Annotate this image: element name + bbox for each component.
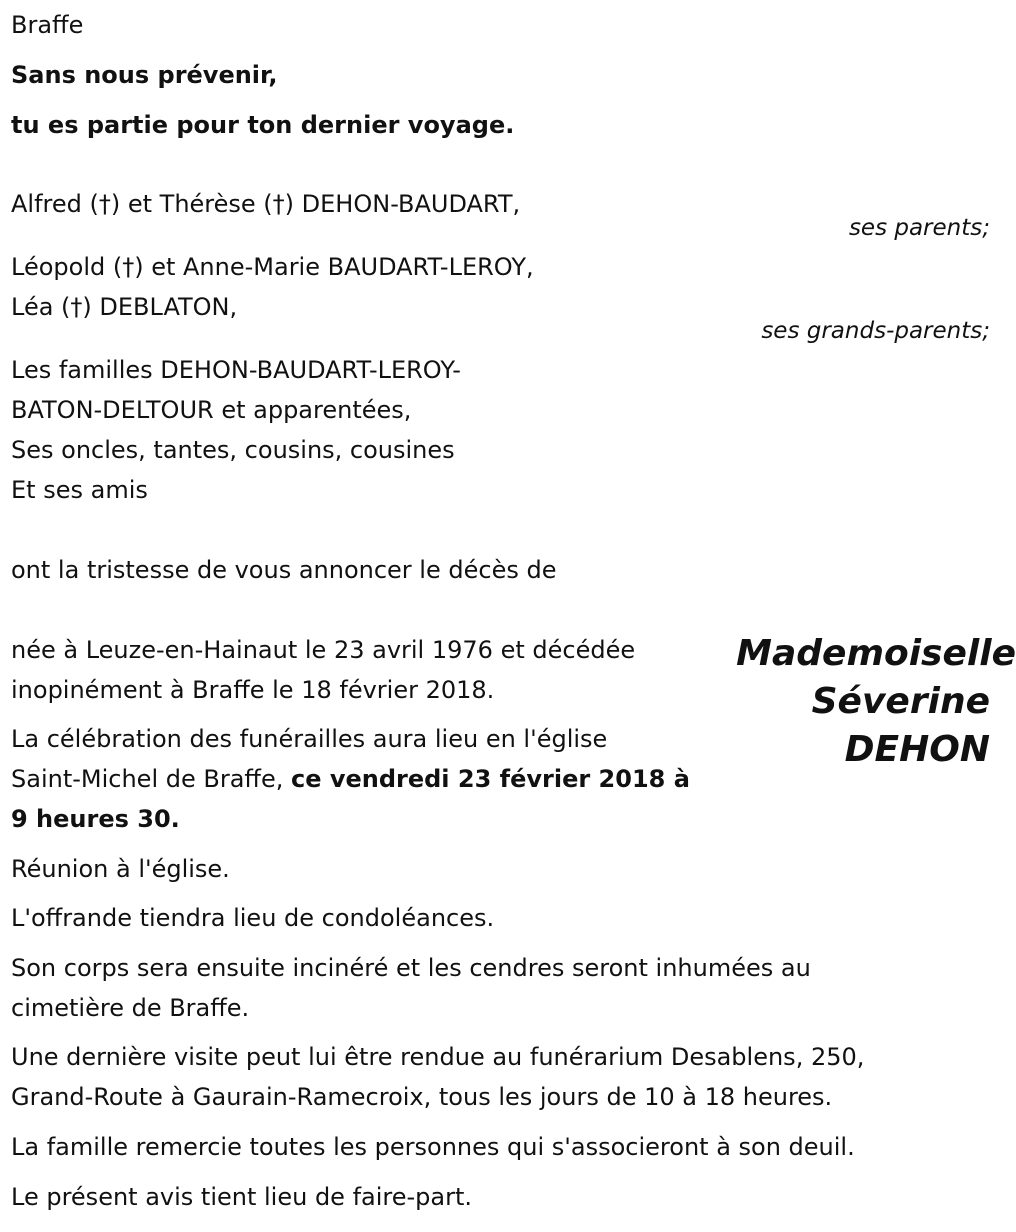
announcement-text: ont la tristesse de vous annoncer le décès de — [11, 556, 557, 584]
verse-line-1: Sans nous prévenir, — [11, 61, 278, 89]
parents-role: ses parents; — [848, 215, 990, 241]
birth-line-1: née à Leuze-en-Hainaut le 23 avril 1976 et décédée — [11, 636, 636, 664]
location-text: Braffe — [11, 11, 84, 39]
parents-line: Alfred (†) et Thérèse (†) DEHON-BAUDART, — [11, 190, 521, 218]
grandparents-line-2: Léa (†) DEBLATON, — [11, 293, 238, 321]
grandparents-role: ses grands-parents; — [761, 318, 990, 344]
family-line: Et ses amis — [11, 476, 148, 504]
funeral-line-2 — [11, 764, 690, 794]
offering-text: L'offrande tiendra lieu de condoléances. — [11, 904, 495, 932]
family-line: BATON-DELTOUR et apparentées, — [11, 396, 412, 424]
notice-text: Le présent avis tient lieu de faire-part. — [11, 1183, 473, 1211]
thanks-text: La famille remercie toutes les personnes qui s'associeront à son deuil. — [11, 1133, 855, 1161]
deceased-name — [736, 630, 1016, 774]
verse-line-2: tu es partie pour ton dernier voyage. — [11, 111, 515, 139]
birth-line-2: inopinément à Braffe le 18 février 2018. — [11, 676, 495, 704]
cremation-line-2: cimetière de Braffe. — [11, 994, 250, 1022]
funeral-line-1: La célébration des funérailles aura lieu en l'église — [11, 725, 608, 753]
deceased-last-name: DEHON — [844, 729, 990, 770]
grandparents-line-1: Léopold (†) et Anne-Marie BAUDART-LEROY, — [11, 253, 534, 281]
funeral-date: ce vendredi 23 février 2018 à — [290, 765, 690, 793]
meeting-text: Réunion à l'église. — [11, 855, 230, 883]
deceased-title: Mademoiselle — [736, 633, 1016, 674]
visit-line-2: Grand-Route à Gaurain-Ramecroix, tous les jours de 10 à 18 heures. — [11, 1083, 833, 1111]
funeral-time: 9 heures 30. — [11, 805, 180, 833]
cremation-line-1: Son corps sera ensuite incinéré et les cendres seront inhumées au — [11, 954, 811, 982]
family-line: Les familles DEHON-BAUDART-LEROY- — [11, 356, 461, 384]
visit-line-1: Une dernière visite peut lui être rendue au funérarium Desablens, 250, — [11, 1043, 865, 1071]
family-line: Ses oncles, tantes, cousins, cousines — [11, 436, 455, 464]
funeral-church: Saint-Michel de Braffe, — [11, 765, 291, 793]
deceased-first-name: Séverine — [811, 681, 990, 722]
